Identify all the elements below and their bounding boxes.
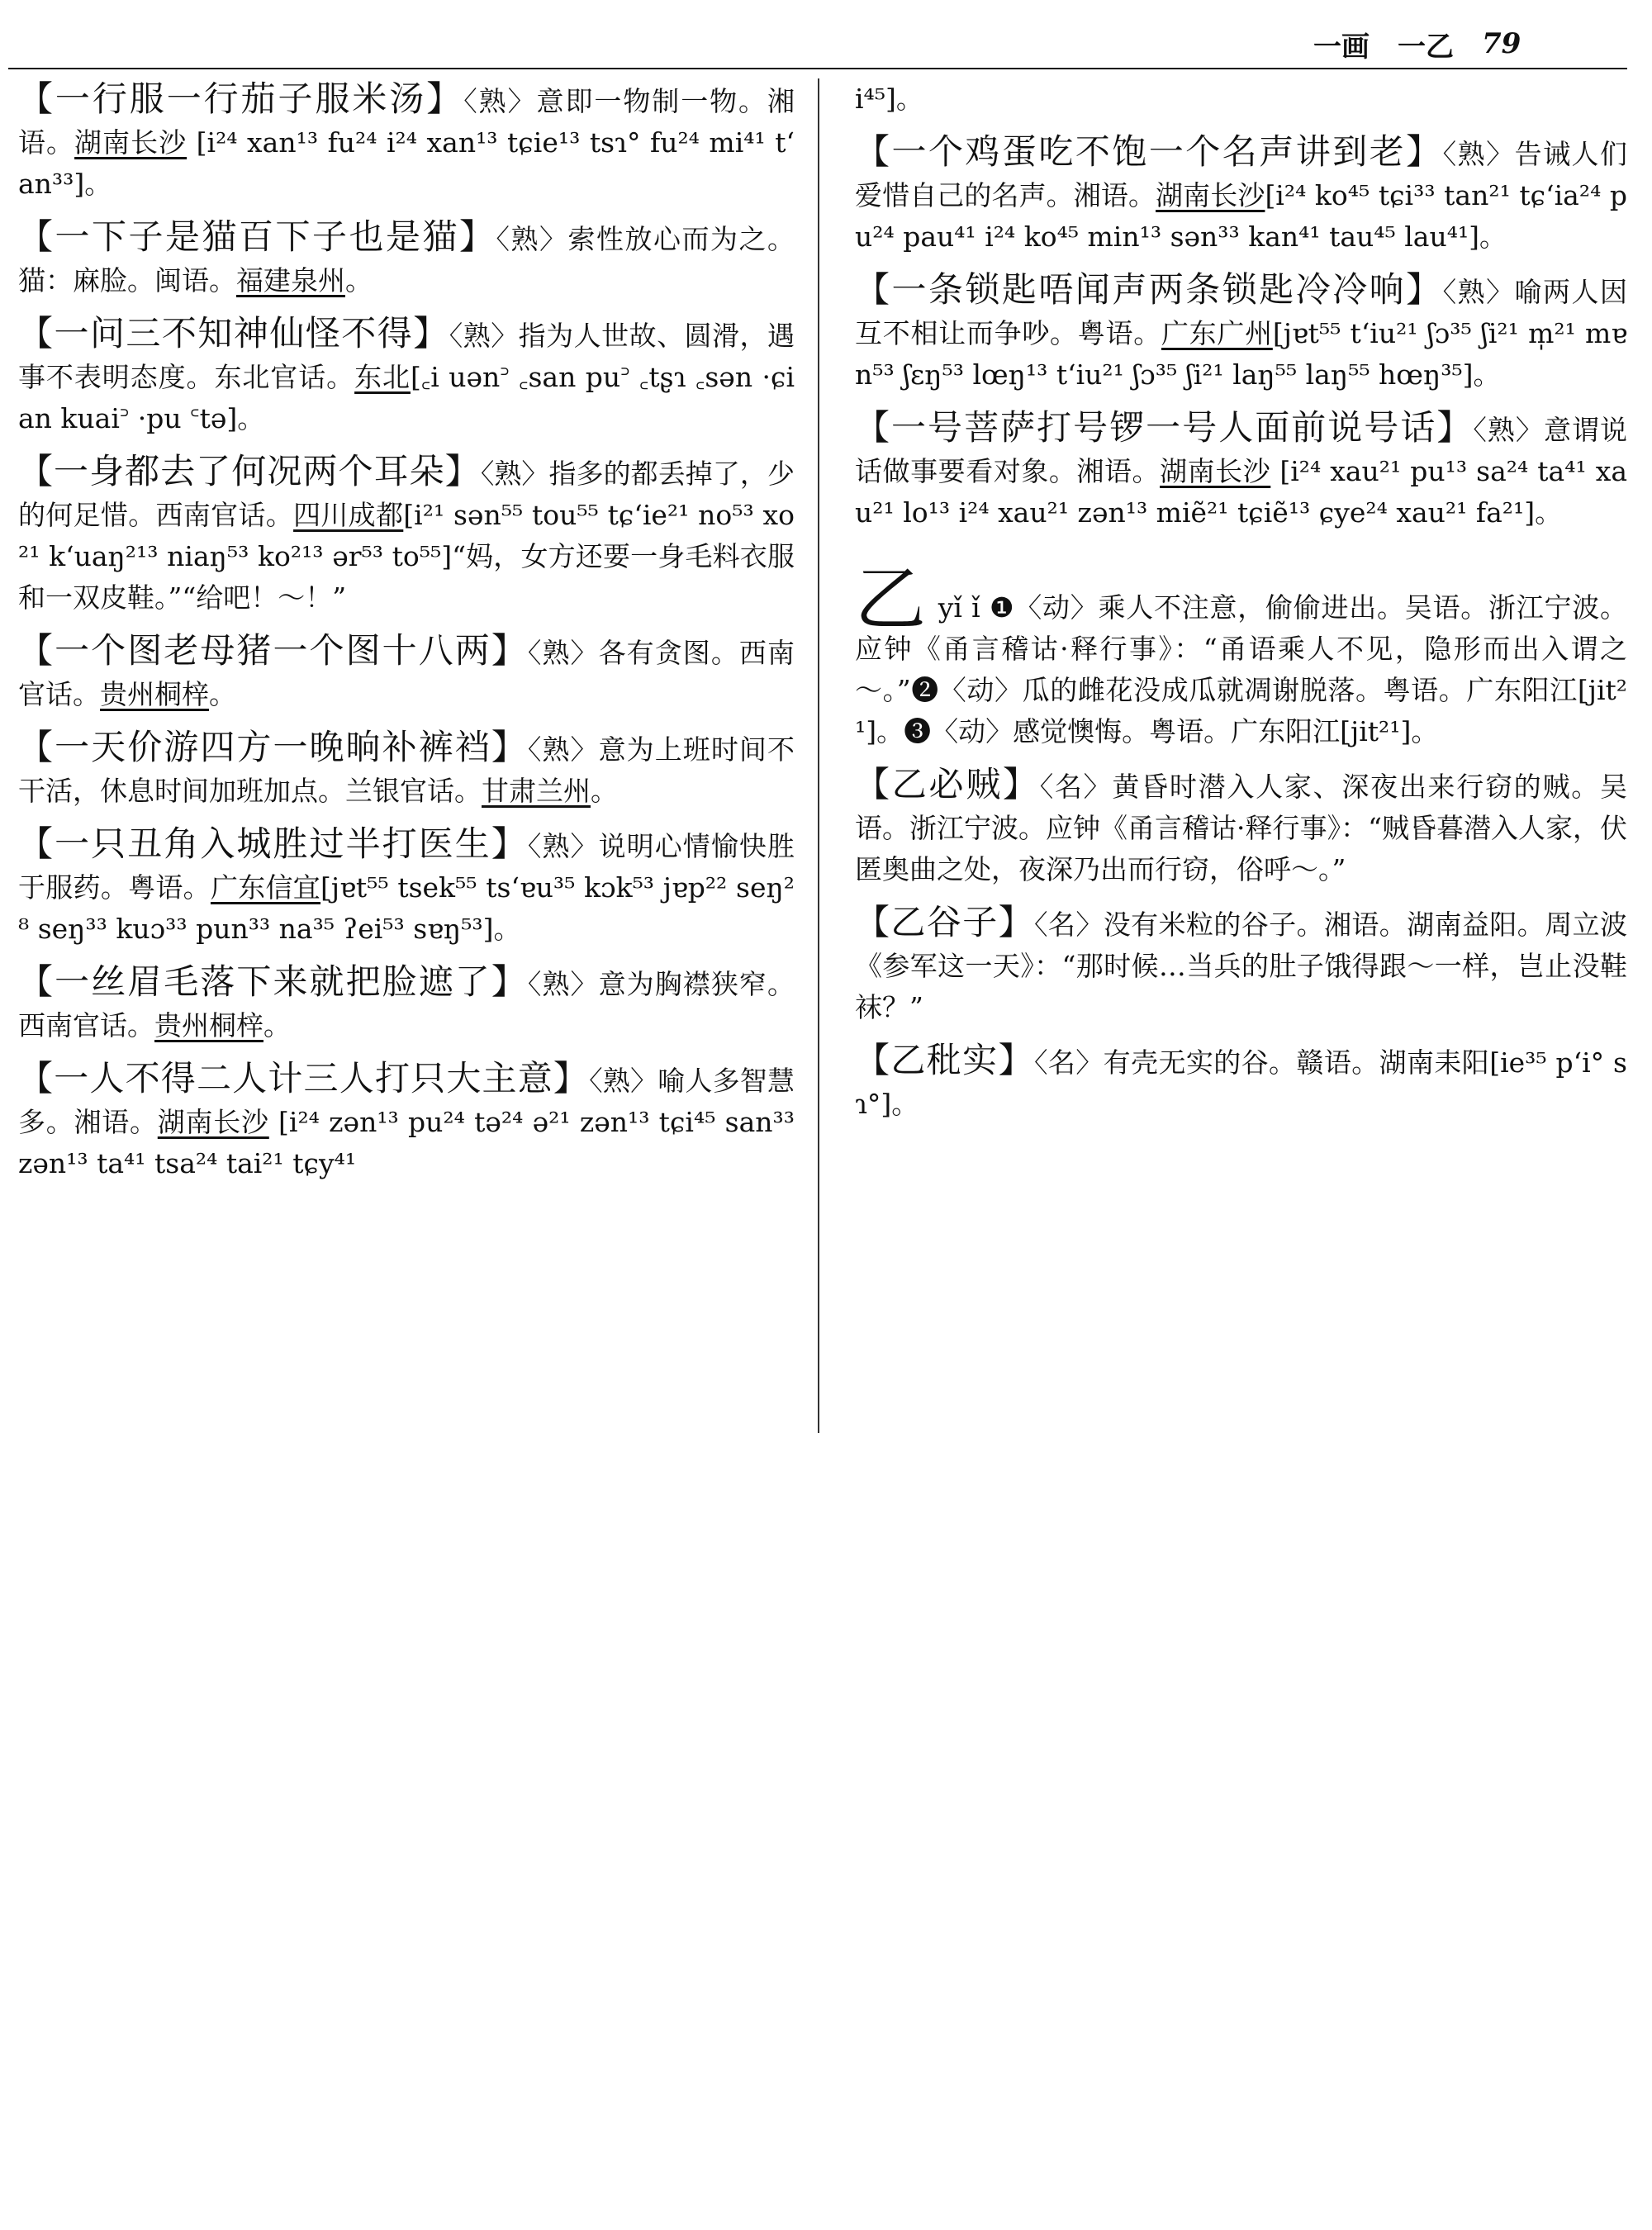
dictionary-entry xyxy=(855,764,1627,890)
entry-place: 贵州桐梓 xyxy=(100,678,209,710)
running-header xyxy=(1313,23,1611,64)
entry-headword: 【一个图老母猪一个图十八两】 xyxy=(18,630,528,671)
entry-pronunciation: 。 xyxy=(591,775,618,807)
header-rule xyxy=(8,68,1627,69)
dictionary-entry xyxy=(855,902,1627,1028)
dictionary-entry xyxy=(18,313,795,439)
entry-headword: 【一个鸡蛋吃不饱一个名声讲到老】 xyxy=(855,131,1443,172)
dictionary-entry xyxy=(18,961,795,1046)
entry-place: 湖南长沙 xyxy=(1160,455,1271,487)
dictionary-entry xyxy=(855,269,1627,396)
entry-definition: 〈熟〉索性放心而为之。猫：麻脸。闽语。 xyxy=(18,223,795,297)
page-number: 79 xyxy=(1482,27,1521,60)
entry-pronunciation: 。 xyxy=(209,678,236,710)
dictionary-entry xyxy=(855,1040,1627,1125)
entry-definition: 〈熟〉意即一物制一物。湘语。 xyxy=(18,85,795,159)
entry-place: 广东广州 xyxy=(1161,317,1273,349)
entry-place: 湖南长沙 xyxy=(74,126,188,159)
dictionary-entry xyxy=(855,131,1627,258)
entry-pronunciation: [i²⁴ xau²¹ pu¹³ sa²⁴ ta⁴¹ xau²¹ lo¹³ i²⁴ xau²¹ zən¹³ miẽ²¹ tɕiẽ¹³ ɕye²⁴ xau²¹ fa²¹]。 xyxy=(855,455,1628,529)
entry-pronunciation: [i²⁴ ko⁴⁵ tɕi³³ tan²¹ tɕʻia²⁴ pu²⁴ pau⁴¹ i²⁴ ko⁴⁵ min¹³ sən³³ kan⁴¹ tau⁴⁵ lau⁴¹]。 xyxy=(855,179,1628,253)
entry-headword: 【一行服一行茄子服米汤】 xyxy=(18,78,464,119)
entry-definition: 〈熟〉告诫人们爱惜自己的名声。湘语。 xyxy=(855,138,1627,211)
dictionary-entry xyxy=(18,78,795,205)
entry-headword: 【一只丑角入城胜过半打医生】 xyxy=(18,823,528,864)
dictionary-entry xyxy=(18,727,795,812)
entry-definition: 〈熟〉喻两人因互不相让而争吵。粤语。 xyxy=(855,276,1627,349)
character-definition: yǐ ǐ ❶〈动〉乘人不注意，偷偷进出。吴语。浙江宁波。应钟《甬言稽诂·释行事》：“甬语乘人不见，隐形而出入谓之～。”❷〈动〉瓜的雌花没成瓜就凋谢脱落。粤语。广东阳江[jit²¹]。❸〈动〉感觉懊悔。粤语。广东阳江[jit²¹]。 xyxy=(855,591,1627,747)
dictionary-entry xyxy=(18,1058,795,1184)
entry-pronunciation: 。 xyxy=(263,1009,291,1041)
section-gap xyxy=(855,545,1627,575)
entry-definition: 〈熟〉各有贪图。西南官话。 xyxy=(18,637,795,710)
left-column xyxy=(18,78,795,1196)
entry-headword: 【乙必贼】 xyxy=(855,764,1040,804)
entry-definition: 〈熟〉指为人世故、圆滑，遇事不表明态度。东北官话。 xyxy=(18,320,795,393)
entry-pronunciation: [꜀i uən꜄ ꜀san pu꜄ ꜀tʂɿ ꜀sən ·ɕian kuai꜄ ·pu ꜂tə]。 xyxy=(18,361,795,434)
entry-pronunciation: [i²⁴ xan¹³ fu²⁴ i²⁴ xan¹³ tɕie¹³ tsɿ° fu²⁴ mi⁴¹ tʻan³³]。 xyxy=(18,126,795,200)
entry-definition: 〈名〉有壳无实的谷。赣语。湖南耒阳[ie³⁵ pʻi° sɿ°]。 xyxy=(855,1046,1627,1120)
entry-definition: 〈熟〉意为胸襟狭窄。西南官话。 xyxy=(18,968,795,1041)
entry-definition: 〈熟〉意谓说话做事要看对象。湘语。 xyxy=(855,414,1628,487)
entry-headword: 【乙秕实】 xyxy=(855,1040,1034,1080)
entry-pronunciation: [jɐt⁵⁵ tsek⁵⁵ tsʻɐu³⁵ kɔk⁵³ jɐp²² seŋ²⁸ seŋ³³ kuɔ³³ pun³³ na³⁵ ʔei⁵³ sɐŋ⁵³]。 xyxy=(18,871,795,945)
entry-pronunciation: 。 xyxy=(345,264,373,297)
character-entry xyxy=(855,558,1627,752)
entry-headword: 【一条锁匙唔闻声两条锁匙冷冷响】 xyxy=(855,269,1443,310)
header-range: 一乙 xyxy=(1398,30,1454,64)
dictionary-entry xyxy=(18,216,795,301)
entry-headword: 【一身都去了何况两个耳朵】 xyxy=(18,451,481,491)
entry-pronunciation: [jɐt⁵⁵ tʻiu²¹ ʃɔ³⁵ ʃi²¹ m̩²¹ mɐn⁵³ ʃɛŋ⁵³ lœŋ¹³ tʻiu²¹ ʃɔ³⁵ ʃi²¹ laŋ⁵⁵ laŋ⁵⁵ hœŋ³⁵]。 xyxy=(855,317,1628,391)
continued-text: i⁴⁵]。 xyxy=(855,83,923,115)
entry-definition: 〈名〉黄昏时潜入人家、深夜出来行窃的贼。吴语。浙江宁波。应钟《甬言稽诂·释行事》：“贼昏暮潜入人家，伏匿奥曲之处，夜深乃出而行窃，俗呼～。” xyxy=(855,771,1627,885)
dictionary-entry xyxy=(18,630,795,715)
entry-headword: 【一问三不知神仙怪不得】 xyxy=(18,313,449,353)
entry-place: 广东信宜 xyxy=(210,871,321,904)
entry-place: 四川成都 xyxy=(293,499,404,531)
entry-pronunciation: [i²⁴ zən¹³ pu²⁴ tə²⁴ ə²¹ zən¹³ tɕi⁴⁵ san³³ zən¹³ ta⁴¹ tsa²⁴ tai²¹ tɕy⁴¹ xyxy=(18,1106,795,1179)
dictionary-entry xyxy=(855,407,1627,534)
entry-definition: 〈熟〉意为上班时间不干活，休息时间加班加点。兰银官话。 xyxy=(18,733,795,807)
entry-headword: 【一下子是猫百下子也是猫】 xyxy=(18,216,496,257)
entry-definition: 〈熟〉喻人多智慧多。湘语。 xyxy=(18,1065,795,1138)
right-column xyxy=(855,78,1627,1136)
entry-headword: 【一天价游四方一晚晌补裤裆】 xyxy=(18,727,528,767)
header-section: 一画 xyxy=(1313,30,1370,64)
entry-pronunciation: [i²¹ sən⁵⁵ tou⁵⁵ tɕʻie²¹ no⁵³ xo²¹ kʻuaŋ²¹³ niaŋ⁵³ ko²¹³ ər⁵³ to⁵⁵]“妈，女方还要一身毛料衣服和一双皮鞋。”“给吧！～！” xyxy=(18,499,795,614)
dictionary-entry xyxy=(18,823,795,950)
dictionary-entry xyxy=(18,451,795,619)
head-character: 乙 xyxy=(855,558,927,641)
entry-definition: 〈熟〉说明心情愉快胜于服药。粤语。 xyxy=(18,830,795,904)
entry-place: 湖南长沙 xyxy=(1156,179,1265,211)
entry-place: 甘肃兰州 xyxy=(482,775,591,807)
entry-place: 东北 xyxy=(354,361,411,393)
entry-place: 湖南长沙 xyxy=(157,1106,269,1138)
entry-headword: 【一人不得二人计三人打只大主意】 xyxy=(18,1058,590,1098)
entry-headword: 【乙谷子】 xyxy=(855,902,1035,942)
entry-definition: 〈熟〉指多的都丢掉了，少的何足惜。西南官话。 xyxy=(18,458,795,531)
entry-place: 福建泉州 xyxy=(236,264,345,297)
entry-headword: 【一丝眉毛落下来就把脸遮了】 xyxy=(18,961,528,1002)
entry-place: 贵州桐梓 xyxy=(154,1009,263,1041)
column-divider xyxy=(818,78,819,1433)
entry-headword: 【一号菩萨打号锣一号人面前说号话】 xyxy=(855,407,1474,448)
entry-definition: 〈名〉没有米粒的谷子。湘语。湖南益阳。周立波《参军这一天》：“那时候…当兵的肚子饿得跟～一样，岂止没鞋袜？” xyxy=(855,909,1627,1023)
